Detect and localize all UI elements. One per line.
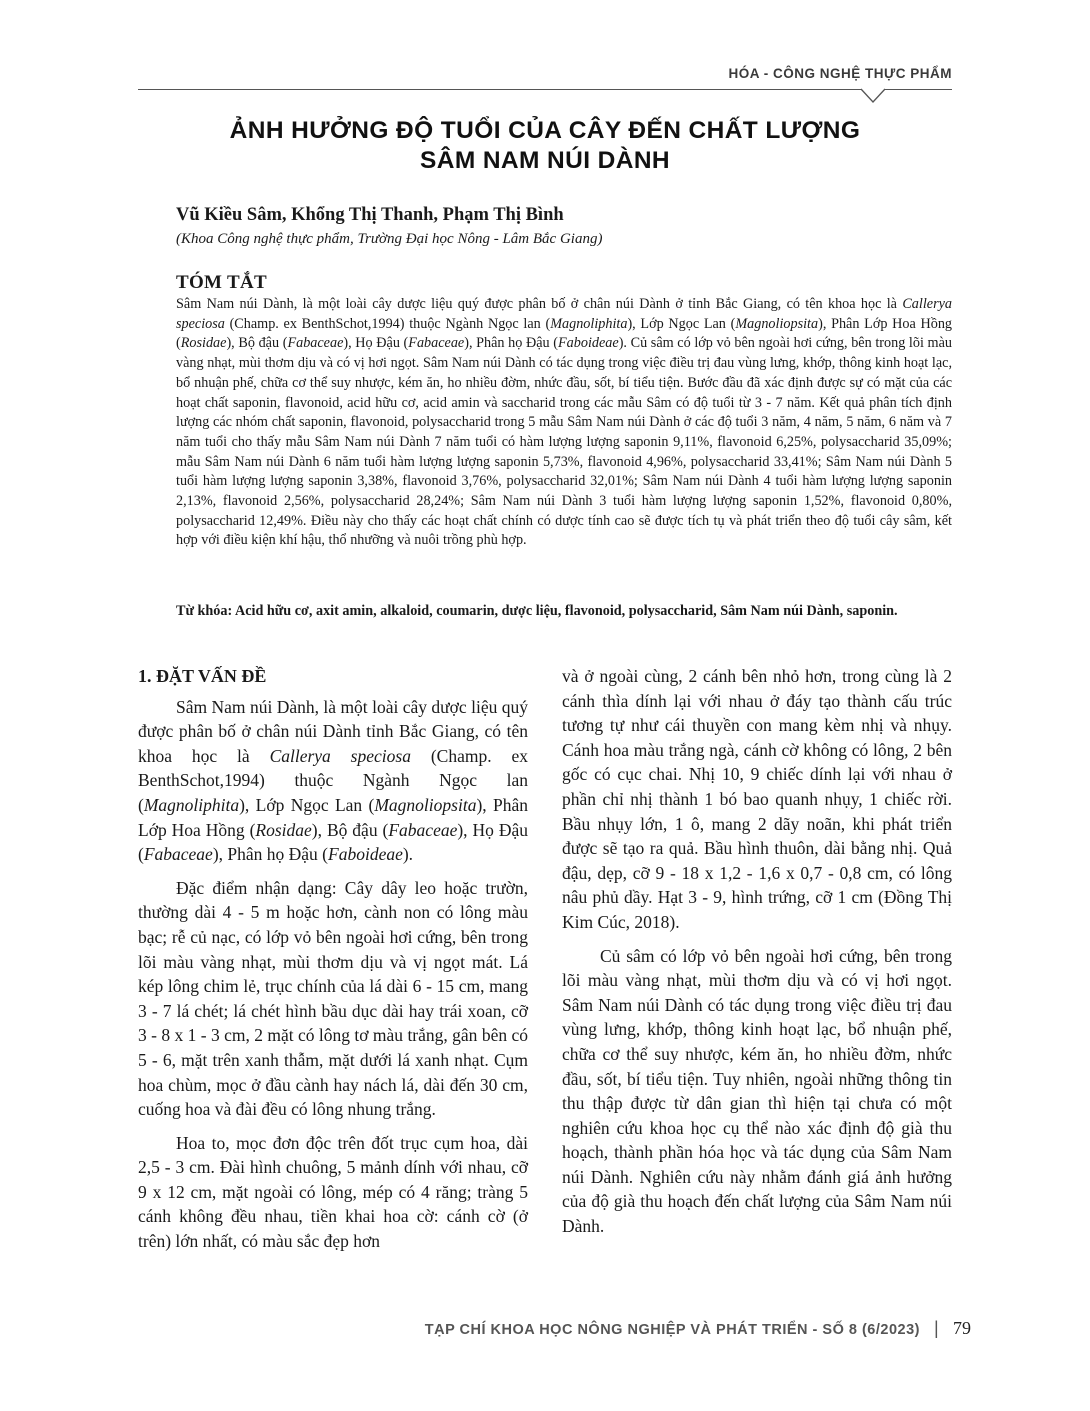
abstract-body: Sâm Nam núi Dành, là một loài cây dược liệu quý được phân bố ở chân núi Dành ở tỉnh Bắc Giang, có tên khoa học là Callerya speciosa (Champ. ex BenthSchot,1994) thuộc Ngành Ngọc lan (Magnoliphita), Lớp Ngọc Lan (Magnoliopsita), Phân Lớp Hoa Hồng (Rosidae), Bộ đậu (Fabaceae), Họ Đậu (Fabaceae), Phân họ Đậu (Faboideae). Củ sâm có lớp vỏ bên ngoài hơi cứng, bên trong lõi màu vàng nhạt, mùi thơm dịu và có vị hơi ngọt. Sâm Nam núi Dành có tác dụng trong việc điều trị đau vùng lưng, khớp, thông kinh hoạt lạc, bổ nhuận phế, chữa cơ thể suy nhược, kém ăn, ho nhiều đờm, nhức đầu, sốt, bí tiểu tiện. Bước đầu đã xác định được sự có mặt của các hoạt chất saponin, flavonoid, acid hữu cơ, acid amin và saccharid trong các mẫu Sâm có độ tuổi từ 3 - 7 năm. Kết quả phân tích định lượng các nhóm chất saponin, flavonoid, polysaccharid trong 5 mẫu Sâm Nam núi Dành ở các độ tuổi 3 năm, 4 năm, 5 năm, 6 năm và 7 năm tuổi cho thấy mẫu Sâm Nam núi Dành 7 năm tuổi có hàm lượng lượng saponin 9,11%, flavonoid 6,25%, polysaccharid 35,09%; mẫu Sâm Nam núi Dành 6 năm tuổi hàm lượng lượng saponin 5,73%, flavonoid 4,96%, polysaccharid 33,41%; Sâm Nam núi Dành 5 tuổi hàm lượng lượng saponin 3,38%, flavonoid 3,76%, polysaccharid 32,01%; Sâm Nam núi Dành 4 tuổi hàm lượng lượng saponin 2,13%, flavonoid 2,56%, polysaccharid 28,24%; Sâm Nam núi Dành 3 tuổi hàm lượng lượng saponin 1,52%, flavonoid 0,80%, polysaccharid 12,49%. Điều này cho thấy các hoạt chất chính có dược tính cao sẽ được tích tụ và phát triển theo độ tuổi cây sâm, kết hợp với điều kiện khí hậu, thổ nhưỡng và nuôi trồng phù hợp. — [176, 296, 953, 549]
journal-section-tag: HÓA - CÔNG NGHỆ THỰC PHẨM — [728, 66, 952, 81]
paragraph-flower: Hoa to, mọc đơn độc trên đốt trục cụm hoa, dài 2,5 - 3 cm. Đài hình chuông, 5 mảnh dính với nhau, cỡ 9 x 12 cm, mặt ngoài có lông, mép có 4 răng; tràng 5 cánh không đều nhau, tiền khai hoa cờ: cánh cờ (ở trên) lớn nhất, có màu sắc đẹp hơn — [138, 1132, 528, 1252]
keywords-text: Acid hữu cơ, axit amin, alkaloid, coumarin, dược liệu, flavonoid, polysaccharid, Sâm Nam núi Dành, saponin. — [232, 603, 898, 619]
body-column-left — [138, 664, 528, 1254]
footer-separator: | — [934, 1318, 939, 1338]
authors: Vũ Kiều Sâm, Khổng Thị Thanh, Phạm Thị Bình — [176, 205, 564, 225]
title-line-1: ẢNH HƯỞNG ĐỘ TUỔI CỦA CÂY ĐẾN CHẤT LƯỢNG — [229, 117, 861, 144]
footer-journal-name: TẠP CHÍ KHOA HỌC NÔNG NGHIỆP VÀ PHÁT TRIỂN - SỐ 8 (6/2023) — [424, 1322, 920, 1338]
page-number: 79 — [953, 1318, 971, 1338]
paragraph-root-uses: Củ sâm có lớp vỏ bên ngoài hơi cứng, bên trong lõi màu vàng nhạt, mùi thơm dịu và có vị hơi ngọt. Sâm Nam núi Dành có tác dụng trong việc điều trị đau vùng lưng, khớp, thông kinh hoạt lạc, bổ nhuận phế, chữa cơ thể suy nhược, kém ăn, ho nhiều đờm, nhức đầu, sốt, bí tiểu tiện. Tuy nhiên, ngoài những thông tin thu thập được từ dân gian thì hiện tại chưa có một nghiên cứu khoa học cụ thể nào xác định độ già thu hoạch, thành phần hóa học và tác dụng của Sâm Nam núi Dành. Nghiên cứu này nhằm đánh giá ảnh hưởng của độ già thu hoạch đến chất lượng của Sâm Nam núi Dành. — [562, 945, 952, 1237]
affiliation: (Khoa Công nghệ thực phẩm, Trường Đại học Nông - Lâm Bắc Giang) — [176, 231, 603, 247]
keywords-label: Từ khóa: — [176, 603, 233, 619]
paragraph-flower-continued: và ở ngoài cùng, 2 cánh bên nhỏ hơn, trong cùng là 2 cánh thìa dính lại với nhau ở đáy tạo thành cấu trúc tương tự như cái thuyền con mang kèm nhị và nhụy. Cánh hoa màu trắng ngà, cánh cờ không có lông, 2 bên gốc có cục chai. Nhị 10, 9 chiếc dính lại với nhau ở phần chỉ nhị thành 1 bó bao quanh nhụy, 1 chiếc rời. Bầu nhụy lớn, 1 ô, mang 2 dãy noãn, khi phát triển được sẽ tạo ra quả. Bầu hình thuôn, dài bằng nhị. Quả đậu, dẹp, cỡ 9 - 18 x 1,2 - 1,6 x 0,7 - 0,8 cm, có lông nâu phủ dầy. Hạt 3 - 9, hình trứng, cỡ 1 cm (Đồng Thị Kim Cúc, 2018). — [562, 666, 952, 932]
abstract-heading: TÓM TẮT — [176, 272, 267, 293]
paragraph-characteristics: Đặc điểm nhận dạng: Cây dây leo hoặc trườn, thường dài 4 - 5 m hoặc hơn, cành non có lông màu bạc; rễ củ nạc, có lớp vỏ bên ngoài hơi cứng, bên trong lõi màu vàng nhạt, mùi thơm dịu và vị ngọt mát. Lá kép lông chim lẻ, trục chính của lá dài 6 - 15 cm, mang 3 - 7 lá chét; lá chét hình bầu dục dài hay trái xoan, cỡ 3 - 8 x 1 - 3 cm, 2 mặt có lông tơ màu trắng, gân bên có 5 - 6, mặt trên xanh thẫm, mặt dưới lá xanh nhạt. Cụm hoa chùm, mọc ở đầu cành hay nách lá, dài đến 30 cm, cuống hoa và đài đều có lông nhung trắng. — [138, 877, 528, 1120]
keywords — [176, 602, 952, 622]
header-notch-icon — [860, 88, 886, 104]
header-rule — [138, 89, 952, 90]
body-column-right — [562, 664, 952, 1239]
article-title — [138, 116, 952, 176]
paragraph-intro: Sâm Nam núi Dành, là một loài cây dược liệu quý được phân bố ở chân núi Dành tỉnh Bắc Giang, có tên khoa học là Callerya speciosa (Champ. ex BenthSchot,1994) thuộc Ngành Ngọc lan (Magnoliphita), Lớp Ngọc Lan (Magnoliopsita), Phân Lớp Hoa Hồng (Rosidae), Bộ đậu (Fabaceae), Họ Đậu (Fabaceae), Phân họ Đậu (Faboideae). — [138, 696, 529, 865]
title-line-2: SÂM NAM NÚI DÀNH — [419, 147, 671, 174]
section-heading-1: 1. ĐẶT VẤN ĐỀ — [138, 666, 267, 686]
